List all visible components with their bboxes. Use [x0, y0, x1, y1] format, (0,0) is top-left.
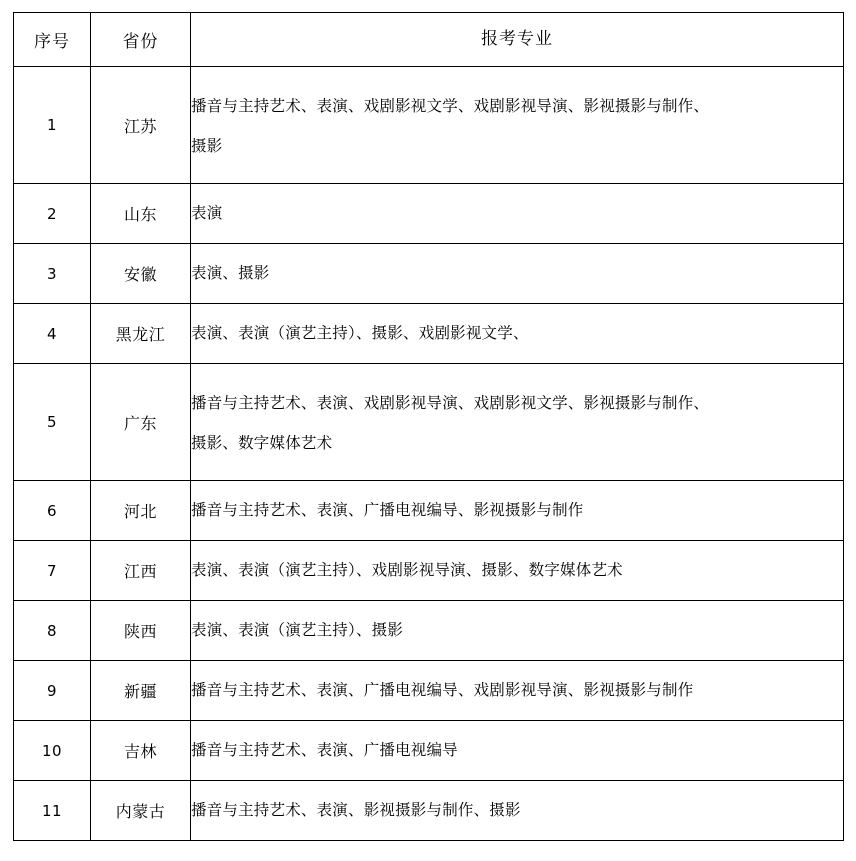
- cell-province: 新疆: [91, 661, 191, 721]
- table-row: [14, 184, 844, 244]
- cell-index: 10: [14, 721, 91, 781]
- cell-major: [191, 781, 844, 841]
- cell-major: [191, 601, 844, 661]
- cell-index: 2: [14, 184, 91, 244]
- table-row: [14, 781, 844, 841]
- table-row: [14, 721, 844, 781]
- cell-province: 内蒙古: [91, 781, 191, 841]
- major-line: 播音与主持艺术、表演、影视摄影与制作、摄影: [191, 801, 521, 820]
- table-row: [14, 364, 844, 481]
- cell-major: [191, 481, 844, 541]
- table-body: [14, 67, 844, 841]
- table-row: [14, 244, 844, 304]
- major-line: 摄影、数字媒体艺术: [191, 434, 333, 452]
- table-row: [14, 661, 844, 721]
- table-header: [14, 13, 844, 67]
- major-line: 摄影: [191, 137, 223, 155]
- cell-index: 1: [14, 67, 91, 184]
- major-line: 表演、表演（演艺主持）、摄影: [191, 621, 404, 640]
- cell-province: 河北: [91, 481, 191, 541]
- cell-province: 安徽: [91, 244, 191, 304]
- major-line: 播音与主持艺术、表演、广播电视编导: [191, 741, 458, 760]
- cell-province: 吉林: [91, 721, 191, 781]
- cell-major: [191, 721, 844, 781]
- cell-index: 5: [14, 364, 91, 481]
- major-line: 表演、表演（演艺主持）、摄影、戏剧影视文学、: [191, 324, 529, 343]
- cell-major: [191, 244, 844, 304]
- table-row: [14, 481, 844, 541]
- cell-major: [191, 541, 844, 601]
- cell-major: [191, 304, 844, 364]
- cell-province: 江苏: [91, 67, 191, 184]
- cell-index: 11: [14, 781, 91, 841]
- cell-index: 3: [14, 244, 91, 304]
- table-header-row: [14, 13, 844, 67]
- major-line: 播音与主持艺术、表演、戏剧影视文学、戏剧影视导演、影视摄影与制作、: [191, 97, 710, 116]
- column-header-province: 省份: [91, 13, 191, 67]
- cell-index: 6: [14, 481, 91, 541]
- major-line: 播音与主持艺术、表演、广播电视编导、戏剧影视导演、影视摄影与制作: [191, 681, 694, 700]
- cell-province: 山东: [91, 184, 191, 244]
- column-header-major: 报考专业: [191, 13, 844, 67]
- cell-province: 江西: [91, 541, 191, 601]
- table-row: [14, 304, 844, 364]
- table-row: [14, 541, 844, 601]
- exam-majors-table: [13, 12, 844, 841]
- column-header-index: 序号: [14, 13, 91, 67]
- cell-province: 广东: [91, 364, 191, 481]
- cell-major: [191, 364, 844, 481]
- cell-major: [191, 184, 844, 244]
- major-line: 表演、表演（演艺主持）、戏剧影视导演、摄影、数字媒体艺术: [191, 561, 623, 580]
- cell-province: 陕西: [91, 601, 191, 661]
- cell-major: [191, 661, 844, 721]
- cell-province: 黑龙江: [91, 304, 191, 364]
- cell-index: 8: [14, 601, 91, 661]
- major-line: 播音与主持艺术、表演、戏剧影视导演、戏剧影视文学、影视摄影与制作、: [191, 394, 710, 413]
- major-line: 表演、摄影: [191, 264, 270, 283]
- major-line: 播音与主持艺术、表演、广播电视编导、影视摄影与制作: [191, 501, 584, 520]
- cell-index: 7: [14, 541, 91, 601]
- cell-major: [191, 67, 844, 184]
- table-row: [14, 67, 844, 184]
- table-row: [14, 601, 844, 661]
- major-line: 表演: [191, 204, 223, 223]
- cell-index: 4: [14, 304, 91, 364]
- cell-index: 9: [14, 661, 91, 721]
